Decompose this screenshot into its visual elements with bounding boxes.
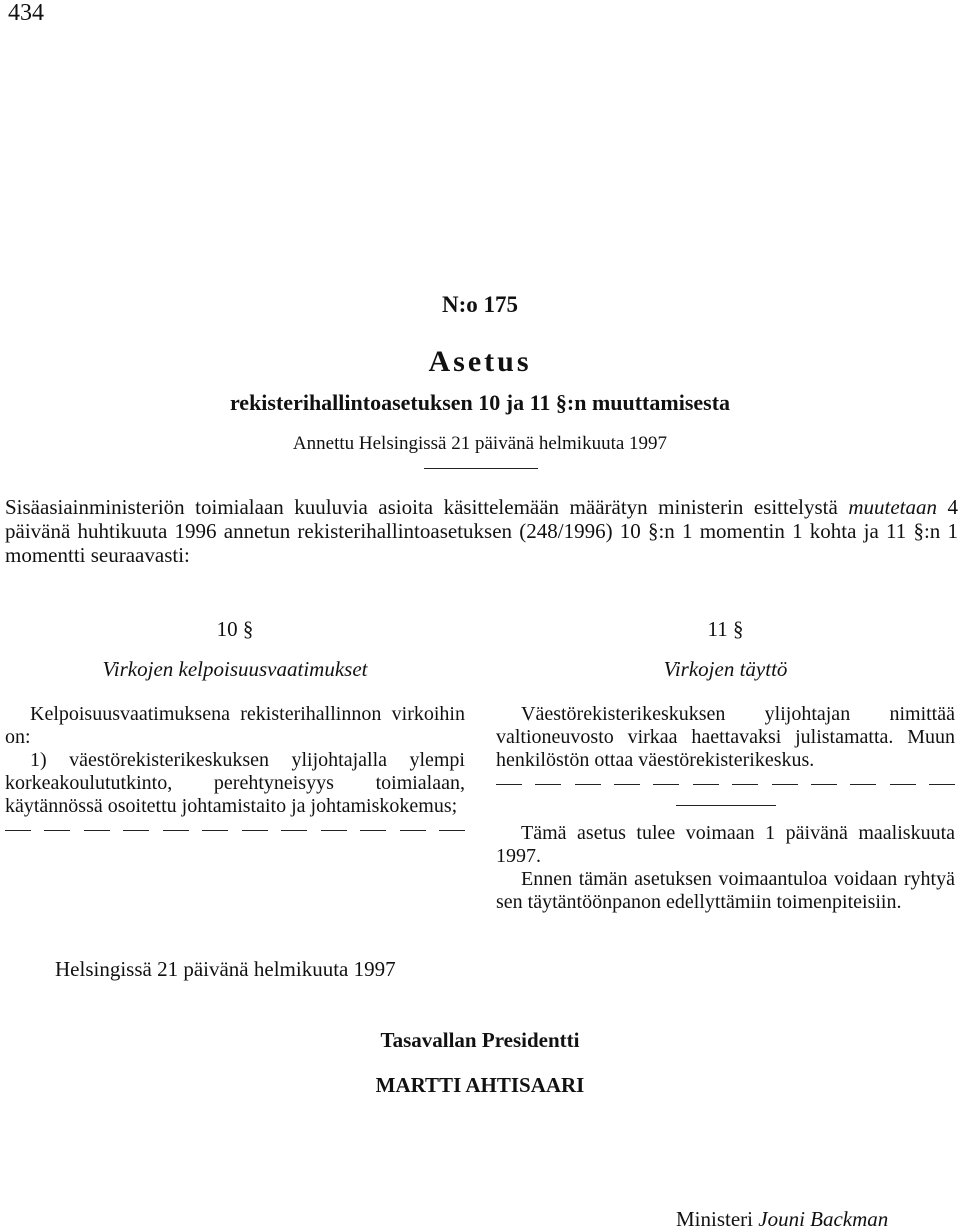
section-10-item: 1) väestörekisterikeskuksen ylijohtajalla ylempi korkeakoulututkinto, perehtyneisyys toimialaan, käytännössä osoitettu johtamistaito ja johtamiskokemus; [5, 749, 465, 817]
section-11-paragraph: Väestörekisterikeskuksen ylijohtajan nimittää valtioneuvosto virkaa haettavaksi julistamatta. Muun henkilöstön ottaa väestörekisterikeskus. [496, 703, 955, 771]
minister-label: Ministeri [676, 1207, 753, 1231]
page-number: 434 [8, 0, 44, 26]
implementation-note: Ennen tämän asetuksen voimaantuloa voidaan ryhtyä sen täytäntöönpanon edellyttämiin toimenpiteisiin. [496, 868, 955, 913]
minister-name: Jouni Backman [758, 1207, 889, 1231]
section-10 [5, 618, 465, 831]
intro-paragraph [5, 495, 958, 567]
entry-divider [676, 805, 776, 806]
document-number: N:o 175 [441, 292, 519, 317]
omission-dashes [496, 784, 955, 785]
section-11-title: Virkojen täyttö [663, 657, 788, 681]
president-title: Tasavallan Presidentti [380, 1028, 580, 1052]
section-10-paragraph: Kelpoisuusvaatimuksena rekisterihallinnon virkoihin on: [5, 703, 465, 748]
place-date: Helsingissä 21 päivänä helmikuuta 1997 [55, 957, 396, 981]
section-10-title: Virkojen kelpoisuusvaatimukset [102, 657, 368, 681]
section-11 [496, 618, 955, 914]
document-type: Asetus [428, 345, 532, 378]
intro-rest: 4 päivänä huhtikuuta 1996 annetun rekisterihallintoasetuksen (248/1996) 10 §:n 1 momentin 1 kohta ja 11 §:n 1 momentti seuraavasti: [5, 495, 959, 567]
minister-signature [676, 1207, 888, 1232]
entry-into-force: Tämä asetus tulee voimaan 1 päivänä maaliskuuta 1997. [496, 822, 955, 867]
intro-verb: muutetaan [848, 495, 937, 519]
section-11-number: 11 § [707, 617, 744, 641]
given-date: Annettu Helsingissä 21 päivänä helmikuuta 1997 [292, 433, 668, 454]
header-divider [424, 468, 538, 469]
document-subject: rekisterihallintoasetuksen 10 ja 11 §:n muuttamisesta [229, 390, 731, 415]
omission-dashes [5, 830, 465, 831]
intro-line: Sisäasiainministeriön toimialaan kuuluvia asioita käsittelemään määrätyn ministerin esittelystä [5, 495, 838, 519]
president-name: MARTTI AHTISAARI [375, 1073, 585, 1097]
section-10-number: 10 § [216, 617, 254, 641]
